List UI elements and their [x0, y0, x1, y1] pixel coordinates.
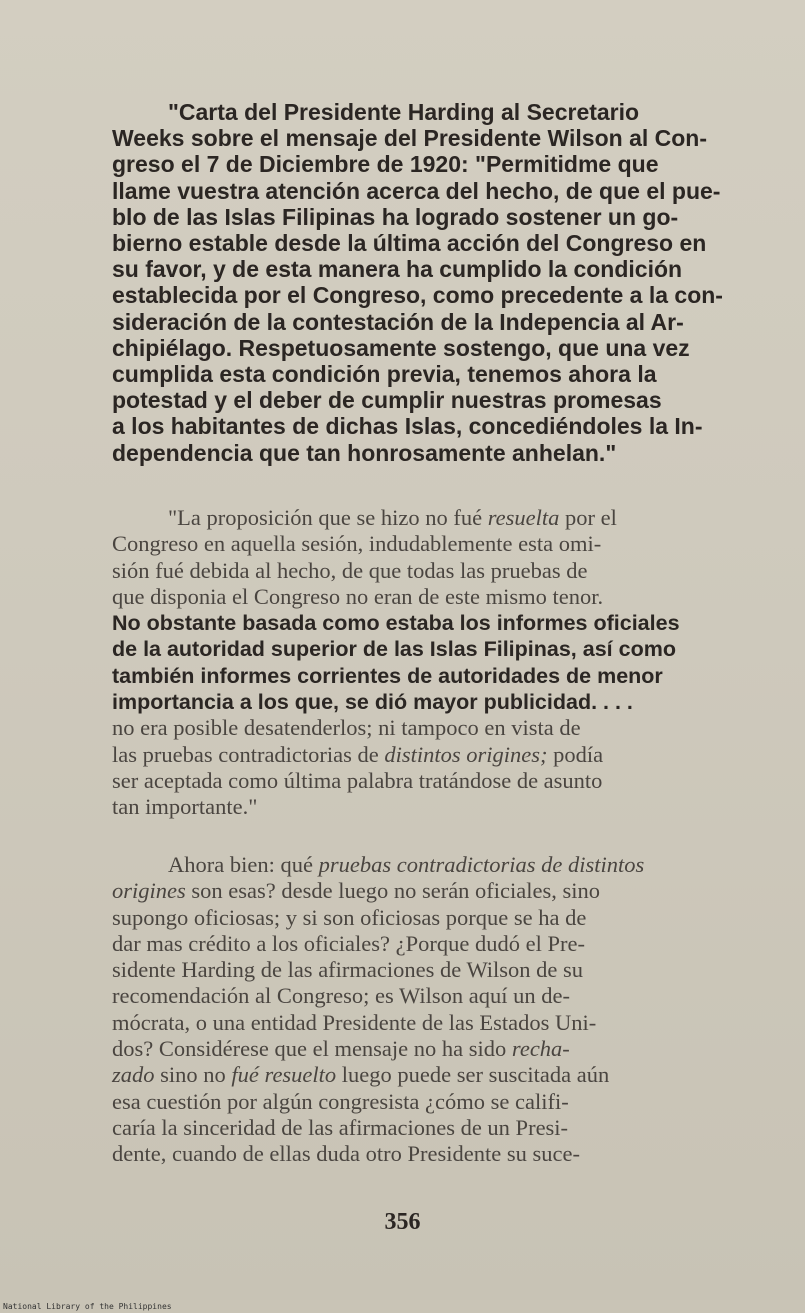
quote-line: "Carta del Presidente Harding al Secretario	[168, 99, 640, 125]
text-line: que disponia el Congreso no eran de este mismo tenor.	[112, 583, 604, 609]
text-line: esa cuestión por algún congresista ¿cómo se califi-	[112, 1088, 569, 1114]
quote-line: bierno estable desde la última acción del Congreso en	[112, 230, 707, 257]
text-line-bold: No obstante basada como estaba los informes oficiales	[112, 611, 680, 636]
quote-line: greso el 7 de Diciembre de 1920: "Permitidme que	[112, 151, 659, 178]
quote-line: chipiélago. Respetuosamente sostengo, que una vez	[112, 334, 690, 361]
quote-line: llame vuestra atención acerca del hecho, de que el pue-	[112, 177, 721, 204]
text-line-bold: importancia a los que, se dió mayor publicidad. . . .	[112, 690, 633, 715]
text-line: las pruebas contradictorias de distintos origines; podía	[112, 741, 604, 767]
text-line-bold: de la autoridad superior de las Islas Filipinas, así como	[112, 637, 676, 662]
paragraph-proposal	[112, 505, 724, 821]
text-line: origines son esas? desde luego no serán oficiales, sino	[112, 878, 601, 904]
text-line: tan importante."	[112, 794, 258, 820]
quote-line: cumplida esta condición previa, tenemos ahora la	[112, 361, 657, 388]
library-credit: National Library of the Philippines	[3, 1302, 172, 1311]
paragraph-commentary	[112, 852, 724, 1168]
text-line: dente, cuando de ellas duda otro Presidente su suce-	[112, 1141, 580, 1167]
text-line: sión fué debida al hecho, de que todas las pruebas de	[112, 557, 588, 583]
text-line-bold: también informes corrientes de autoridades de menor	[112, 663, 663, 688]
text-line: sidente Harding de las afirmaciones de Wilson de su	[112, 957, 584, 983]
text-line: dos? Considérese que el mensaje no ha sido recha-	[112, 1036, 570, 1062]
page-number: 356	[384, 1209, 421, 1235]
quote-line: blo de las Islas Filipinas ha logrado sostener un go-	[112, 203, 679, 230]
text-line: mócrata, o una entidad Presidente de las Estados Uni-	[112, 1009, 597, 1035]
text-line: dar mas crédito a los oficiales? ¿Porque dudó el Pre-	[112, 930, 585, 956]
text-line: zado sino no fué resuelto luego puede ser suscitada aún	[112, 1062, 610, 1088]
quoted-letter	[112, 99, 724, 466]
quote-line: sideración de la contestación de la Indepencia al Ar-	[112, 308, 684, 335]
quote-line: a los habitantes de dichas Islas, concediéndoles la In-	[112, 413, 703, 440]
text-line: Congreso en aquella sesión, indudablemente esta omi-	[112, 531, 602, 557]
text-line: supongo oficiosas; y si son oficiosas porque se ha de	[112, 904, 587, 930]
quote-line: Weeks sobre el mensaje del Presidente Wilson al Con-	[112, 125, 708, 152]
quote-line: establecida por el Congreso, como precedente a la con-	[112, 282, 723, 309]
quote-line: potestad y el deber de cumplir nuestras promesas	[112, 387, 662, 414]
text-line: recomendación al Congreso; es Wilson aquí un de-	[112, 983, 570, 1009]
text-line: "La proposición que se hizo no fué resuelta por el	[168, 505, 617, 530]
text-line: no era posible desatenderlos; ni tampoco en vista de	[112, 715, 581, 741]
text-line: ser aceptada como última palabra tratándose de asunto	[112, 767, 603, 793]
quote-line: dependencia que tan honrosamente anhelan."	[112, 439, 617, 466]
text-line: caría la sinceridad de las afirmaciones de un Presi-	[112, 1114, 569, 1140]
quote-line: su favor, y de esta manera ha cumplido la condición	[112, 256, 683, 283]
text-line: Ahora bien: qué pruebas contradictorias de distintos	[168, 852, 645, 877]
